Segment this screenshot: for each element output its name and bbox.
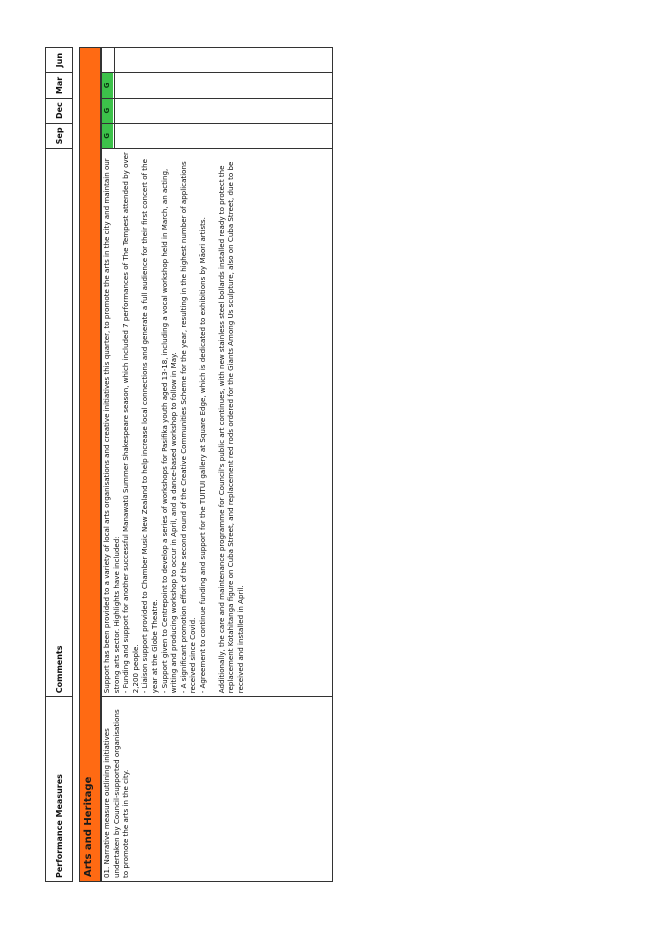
measure-cell: 01. Narrative measure outlining initiatives undertaken by Council-supported organisations to promote the arts in the city. (102, 697, 333, 882)
comment-paragraph-2: Additionally, the care and maintenance programme for Council's public art continues, with new stainless steel bollards installed ready to protect the replacement Kotahitanga figure on Cuba Street, and replacement red rods ordered for the Giants Among Us sculpture, also on Cuba Street, due to be received and installed in April. (216, 161, 245, 694)
header-table (45, 47, 73, 882)
header-month-jun: Jun (46, 48, 73, 73)
status-cell-mar (102, 73, 115, 98)
section-band (79, 47, 101, 882)
empty-cell (115, 98, 333, 123)
empty-cell (115, 48, 333, 73)
status-badge: G (102, 99, 113, 123)
comment-cell (102, 148, 333, 696)
status-badge: G (102, 73, 113, 97)
status-cell-dec (102, 98, 115, 123)
empty-cell (115, 123, 333, 148)
comment-paragraph-1: Support has been provided to a variety of local arts organisations and creative initiatives this quarter, to promote the arts in the city and maintain our strong arts sector. Highlights have included: - Funding and support for another successful Manawatū Summer Shakespeare season, which included 7 performances of The Tempest attended by over 2,200 people. - Liaison support provided to Chamber Music New Zealand to help increase local connections and generate a full audience for their first concert of the year at the Globe Theatre. - Support given to Centrepoint to develop a series of workshops for Pasifika youth aged 13-18, including a vocal workshop held in March, an acting, writing and producing workshop to occur in April, and a dance-based workshop to follow in May. - A significant promotion effort of the second round of the Creative Communities Scheme for the year, resulting in the highest number of applications received since Covid. - Agreement to continue funding and support for the TUITUI gallery at Square Edge, which is dedicated to exhibitions by Māori artists. (102, 152, 207, 694)
status-cell-jun (102, 48, 115, 73)
status-cell-sep (102, 123, 115, 148)
header-performance-measures: Performance Measures (46, 697, 73, 882)
header-comments: Comments (46, 148, 73, 696)
measures-table (101, 47, 333, 882)
status-badge: G (102, 124, 113, 148)
section-title: Arts and Heritage (83, 776, 94, 877)
empty-cell (115, 73, 333, 98)
header-month-dec: Dec (46, 98, 73, 123)
header-month-sep: Sep (46, 123, 73, 148)
rotated-page (45, 47, 333, 882)
table-row (102, 48, 115, 882)
header-month-mar: Mar (46, 73, 73, 98)
